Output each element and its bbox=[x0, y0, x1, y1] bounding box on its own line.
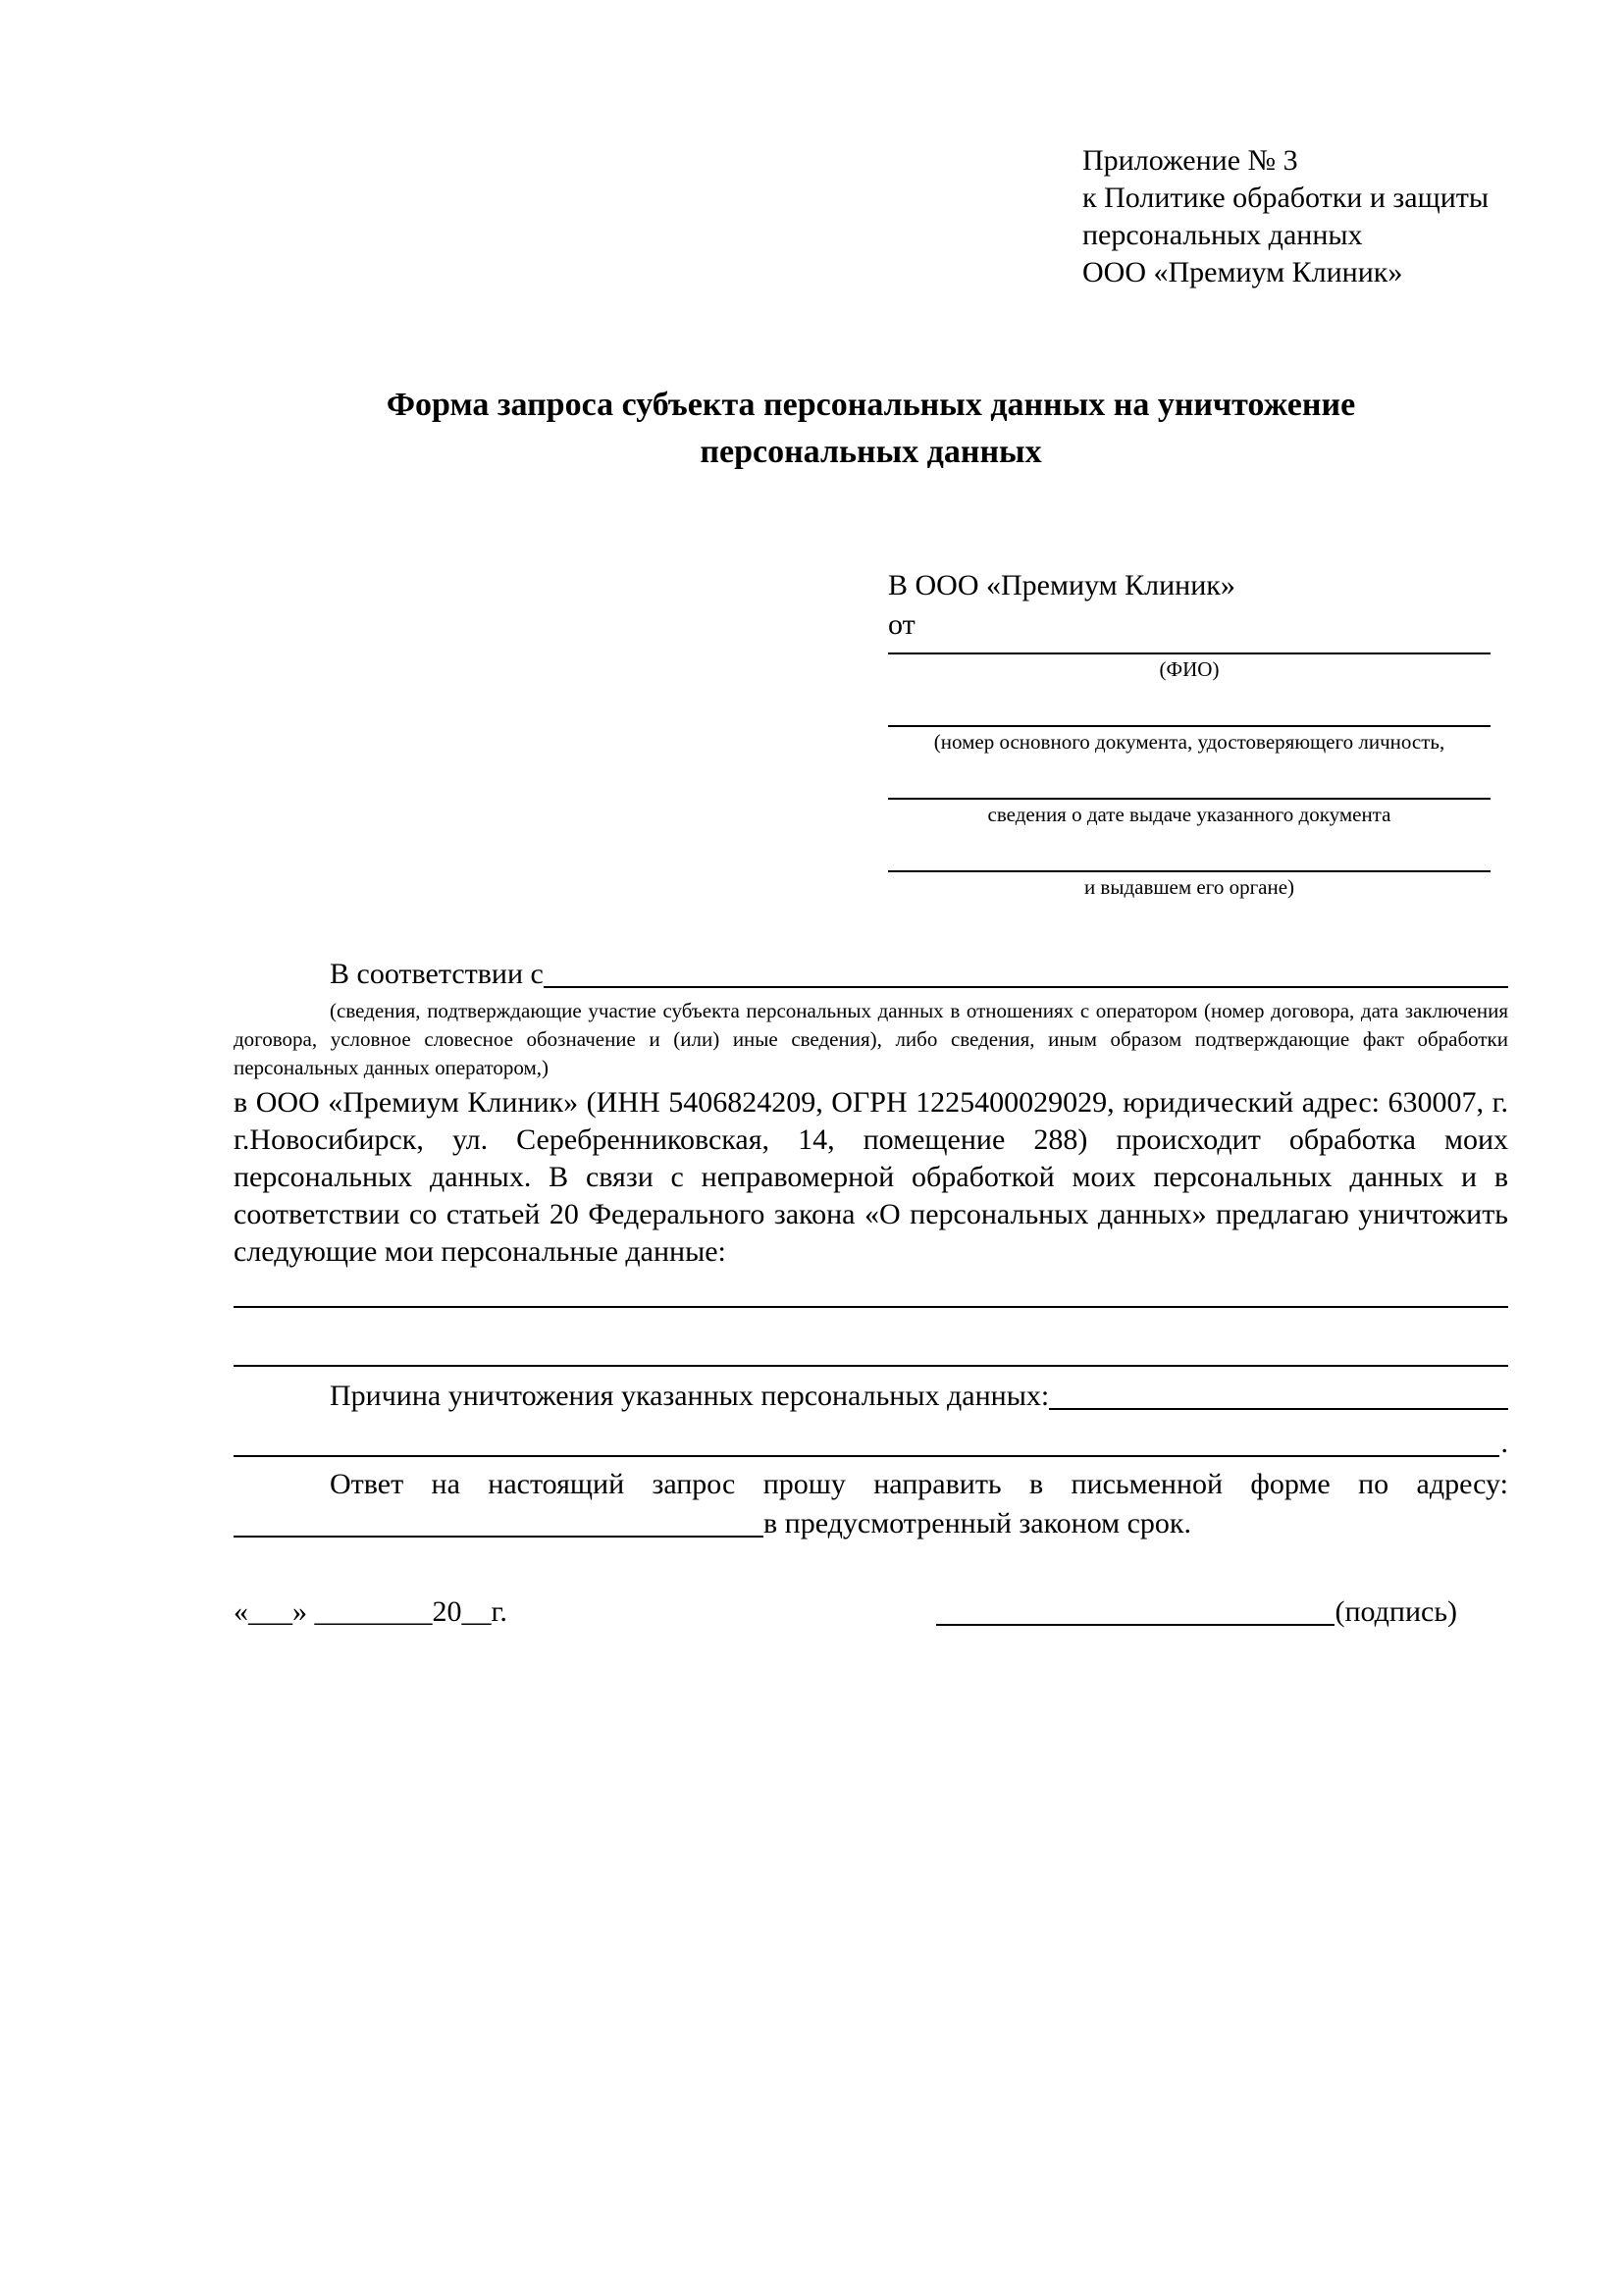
reason-field-line-1 bbox=[1049, 1408, 1508, 1410]
document-number-field-line bbox=[888, 682, 1491, 727]
appendix-header bbox=[1082, 142, 1508, 291]
document-title: Форма запроса субъекта персональных данных на уничтожение персональных данных bbox=[386, 387, 1356, 470]
addressee-to: В ООО «Премиум Клиник» bbox=[888, 569, 1235, 601]
accordance-row bbox=[234, 955, 1508, 994]
reason-continuation-row bbox=[234, 1424, 1508, 1463]
addressee-from-label: от bbox=[888, 608, 916, 641]
issue-date-caption: сведения о дате выдаче указанного документа bbox=[987, 803, 1391, 826]
document-number-caption: (номер основного документа, удостоверяющего личность, bbox=[933, 730, 1445, 754]
appendix-company-name: ООО «Премиум Клиник» bbox=[1082, 256, 1403, 288]
signature-group bbox=[936, 1592, 1457, 1632]
reason-label: Причина уничтожения указанных персональных данных: bbox=[330, 1380, 1050, 1412]
appendix-policy-ref-line-1: к Политике обработки и защиты bbox=[1082, 182, 1490, 214]
appendix-policy-ref-line-2: персональных данных bbox=[1082, 219, 1363, 251]
date-field: «___» ________20__г. bbox=[234, 1595, 507, 1628]
appendix-number: Приложение № 3 bbox=[1082, 144, 1298, 177]
term-text: в предусмотренный законом срок. bbox=[763, 1507, 1191, 1539]
accordance-field-line bbox=[544, 986, 1508, 988]
issuing-authority-caption: и выдавшем его органе) bbox=[1083, 875, 1295, 899]
fio-field-line bbox=[888, 645, 1491, 654]
address-row bbox=[234, 1504, 1508, 1543]
issuing-authority-field-line bbox=[888, 827, 1491, 872]
personal-data-field-line-1 bbox=[234, 1306, 1508, 1308]
reason-field-line-2 bbox=[234, 1455, 1499, 1457]
date-signature-row bbox=[234, 1592, 1508, 1632]
personal-data-field-line-2 bbox=[234, 1365, 1508, 1367]
address-field-line bbox=[234, 1536, 763, 1538]
reason-row bbox=[234, 1377, 1508, 1416]
accordance-note: (сведения, подтверждающие участие субъекта персональных данных в отношениях с оператором (номер договора, дата заключения договора, условное словесное обозначение и (или) иные сведения), либо сведения, иным образом подтверждающие факт обработки персональных данных оператором,) bbox=[234, 999, 1508, 1079]
main-paragraph: в ООО «Премиум Клиник» (ИНН 5406824209, ОГРН 1225400029029, юридический адрес: 630007, г. г.Новосибирск, ул. Серебренниковская, 14, помещение 288) происходит обработка моих персональных данных. В связи с неправомерной обработкой моих персональных данных и в соответствии со статьей 20 Федерального закона «О персональных данных» предлагаю уничтожить следующие мои персональные данные: bbox=[234, 1086, 1508, 1268]
signature-field-line bbox=[936, 1624, 1335, 1626]
fio-caption: (ФИО) bbox=[1159, 657, 1220, 681]
answer-sentence: Ответ на настоящий запрос прошу направить в письменной форме по адресу: bbox=[330, 1468, 1508, 1500]
sentence-terminator: . bbox=[1500, 1427, 1508, 1459]
signature-caption: (подпись) bbox=[1335, 1595, 1457, 1628]
addressee-block bbox=[888, 566, 1491, 900]
accordance-label: В соответствии с bbox=[330, 958, 544, 990]
issue-date-field-line bbox=[888, 755, 1491, 800]
